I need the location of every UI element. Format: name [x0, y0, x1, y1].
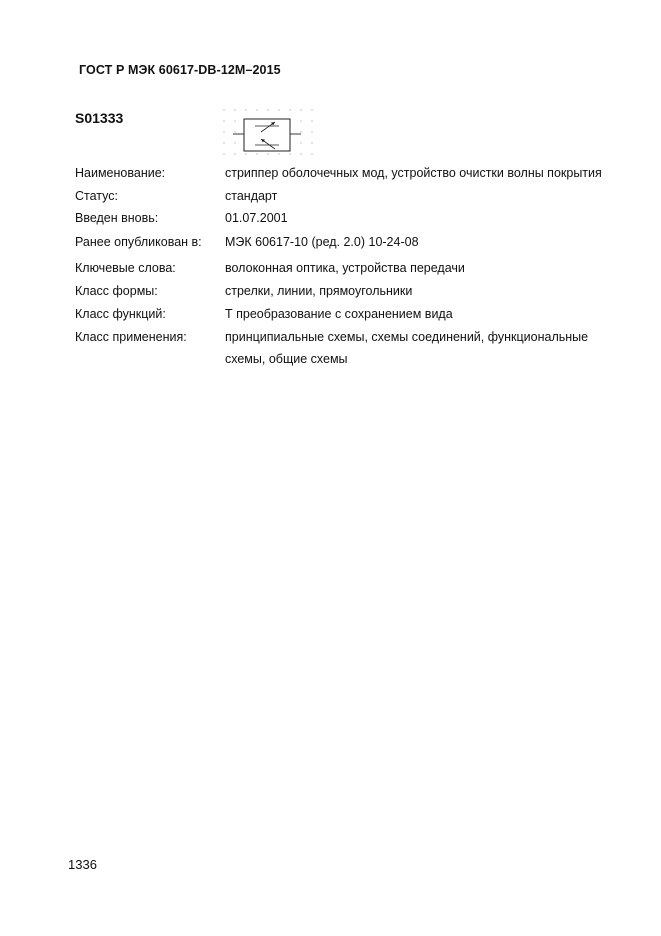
field-value-continuation: схемы, общие схемы	[225, 352, 348, 366]
field-value: стандарт	[225, 189, 278, 203]
field-value: Т преобразование с сохранением вида	[225, 307, 453, 321]
field-label: Наименование:	[75, 166, 166, 180]
field-label: Ключевые слова:	[75, 261, 176, 275]
page-number: 1336	[68, 857, 97, 872]
field-label: Класс формы:	[75, 284, 158, 298]
field-label: Статус:	[75, 189, 118, 203]
symbol-code: S01333	[75, 110, 124, 126]
field-value: принципиальные схемы, схемы соединений, функциональные	[225, 330, 589, 344]
field-label: Класс применения:	[75, 330, 187, 344]
field-label: Класс функций:	[75, 307, 166, 321]
field-value: стриппер оболочечных мод, устройство очистки волны покрытия	[225, 166, 602, 180]
field-value: стрелки, линии, прямоугольники	[225, 284, 413, 298]
field-label: Ранее опубликован в:	[75, 235, 202, 249]
field-value: волоконная оптика, устройства передачи	[225, 261, 465, 275]
cladding-mode-stripper-symbol-icon	[222, 107, 322, 163]
field-label: Введен вновь:	[75, 211, 159, 225]
field-value: 01.07.2001	[225, 211, 288, 225]
document-header: ГОСТ Р МЭК 60617-DB-12M–2015	[79, 63, 281, 77]
field-value: МЭК 60617-10 (ред. 2.0) 10-24-08	[225, 235, 419, 249]
